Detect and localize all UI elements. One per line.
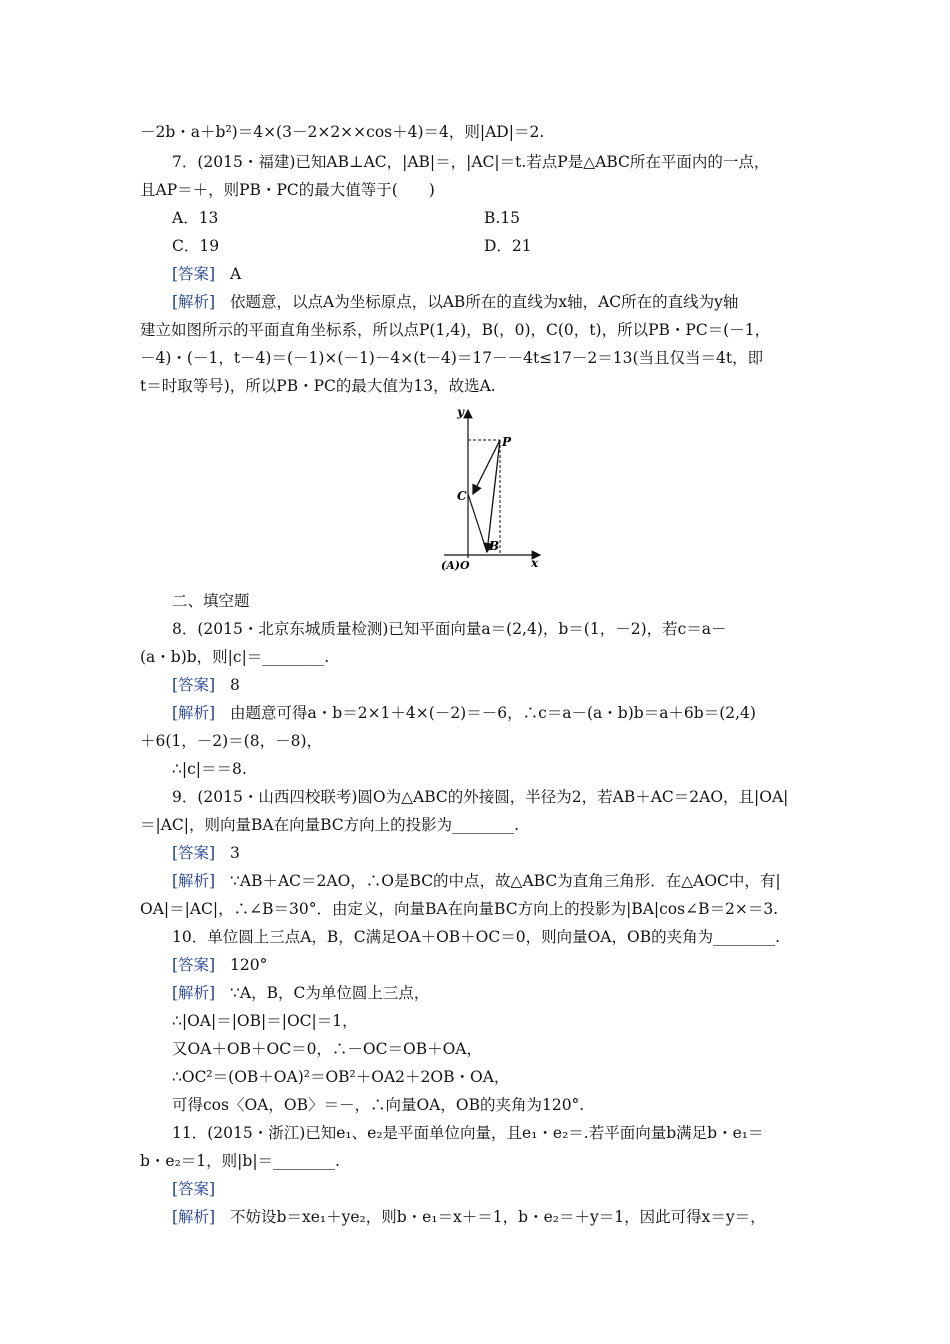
- solution-tag: [解析]: [172, 984, 216, 1002]
- answer-value: 120°: [230, 956, 268, 974]
- solution-text: 由题意可得a・b＝2×1＋4×(－2)＝－6，∴c＝a－(a・b)b＝a＋6b＝(2,4): [230, 704, 756, 722]
- solution-tag: [解析]: [172, 872, 216, 890]
- solution-text: 不妨设b＝xe₁＋ye₂，则b・e₁＝x＋＝1，b・e₂＝＋y＝1，因此可得x＝y＝，: [230, 1208, 766, 1226]
- answer-line: [172, 843, 852, 863]
- option-d: D．21: [484, 237, 532, 255]
- label-c: C: [457, 489, 467, 503]
- answer-tag: [答案]: [172, 956, 216, 974]
- segment-cb: [468, 494, 487, 552]
- question-8-stem: 8．(2015・北京东城质量检测)已知平面向量a＝(2,4)，b＝(1，－2)，若c＝a－: [172, 620, 727, 638]
- solution-cont: ∴|c|＝＝8.: [172, 760, 247, 778]
- question-11-stem-cont: b・e₂＝1，则|b|＝________.: [140, 1152, 340, 1170]
- option-c: C．19: [172, 237, 220, 255]
- solution-line: [172, 871, 852, 891]
- answer-value: 3: [230, 844, 240, 862]
- question-7-stem: 7．(2015・福建)已知AB⊥AC，|AB|＝，|AC|＝t.若点P是△ABC所在平面内的一点，: [172, 153, 770, 171]
- answer-line: [172, 264, 852, 284]
- answer-tag: [答案]: [172, 844, 216, 862]
- label-x: x: [531, 556, 539, 570]
- text-line: －2b・a＋b²)＝4×(3－2×2××cos＋4)＝4，则|AD|＝2.: [140, 123, 545, 141]
- answer-tag: [答案]: [172, 676, 216, 694]
- solution-text: ∵A，B，C为单位圆上三点，: [230, 984, 430, 1002]
- label-b: B: [489, 539, 500, 553]
- solution-cont: ＋6(1，－2)＝(8，－8)，: [140, 732, 322, 750]
- answer-value: 8: [230, 676, 240, 694]
- solution-line: [172, 703, 852, 723]
- answer-tag: [答案]: [172, 1180, 216, 1198]
- question-11-stem: 11．(2015・浙江)已知e₁、e₂是平面单位向量，且e₁・e₂＝.若平面向量b满足b・e₁＝: [172, 1124, 764, 1142]
- label-p: P: [502, 435, 512, 449]
- question-7-stem-cont: 且AP＝＋，则PB・PC的最大值等于( ): [140, 181, 435, 199]
- question-8-stem-cont: (a・b)b，则|c|＝________.: [140, 648, 330, 666]
- solution-tag: [解析]: [172, 1208, 216, 1226]
- solution-text: 依题意，以点A为坐标原点，以AB所在的直线为x轴，AC所在的直线为y轴: [230, 293, 739, 311]
- answer-tag: [答案]: [172, 265, 216, 283]
- answer-value: A: [230, 265, 242, 283]
- vector-pb: [487, 440, 500, 552]
- label-origin: (A)O: [441, 559, 470, 572]
- coordinate-figure: [436, 402, 548, 574]
- solution-cont: 建立如图所示的平面直角坐标系，所以点P(1,4)，B(，0)，C(0，t)，所以PB・PC＝(－1，: [140, 321, 771, 339]
- solution-cont: －4)・(－1，t－4)＝(－1)×(－1)－4×(t－4)＝17－－4t≤17－2＝13(当且仅当＝4t，即: [140, 349, 764, 367]
- solution-cont: t＝时取等号)，所以PB・PC的最大值为13，故选A.: [140, 377, 496, 395]
- question-10-stem: 10．单位圆上三点A，B，C满足OA＋OB＋OC＝0，则向量OA，OB的夹角为________.: [172, 928, 781, 946]
- option-b: B.15: [484, 209, 521, 227]
- solution-cont: ∴|OA|＝|OB|＝|OC|＝1，: [172, 1012, 358, 1030]
- answer-line: [172, 955, 852, 975]
- solution-tag: [解析]: [172, 293, 216, 311]
- label-y: y: [457, 405, 464, 419]
- solution-line: [172, 1207, 852, 1227]
- question-9-stem-cont: ＝|AC|，则向量BA在向量BC方向上的投影为________.: [140, 816, 520, 834]
- solution-tag: [解析]: [172, 704, 216, 722]
- option-a: A．13: [172, 209, 219, 227]
- solution-cont: 可得cos〈OA，OB〉＝－，∴向量OA，OB的夹角为120°.: [172, 1096, 585, 1114]
- answer-line: [172, 1179, 852, 1199]
- question-9-stem: 9．(2015・山西四校联考)圆O为△ABC的外接圆，半径为2，若AB＋AC＝2AO，且|OA|: [172, 788, 789, 806]
- solution-cont: ∴OC²＝(OB＋OA)²＝OB²＋OA2＋2OB・OA，: [172, 1068, 510, 1086]
- answer-line: [172, 675, 852, 695]
- section-heading: 二、填空题: [172, 592, 250, 610]
- vector-pc: [473, 440, 500, 494]
- solution-cont: 又OA＋OB＋OC＝0，∴－OC＝OB＋OA，: [172, 1040, 482, 1058]
- solution-line: [172, 292, 852, 312]
- solution-text: ∵AB＋AC＝2AO，∴O是BC的中点，故△ABC为直角三角形．在△AOC中，有|: [230, 872, 781, 890]
- solution-cont: OA|＝|AC|，∴∠B＝30°．由定义，向量BA在向量BC方向上的投影为|BA|cos∠B＝2×＝3.: [140, 900, 779, 918]
- solution-line: [172, 983, 852, 1003]
